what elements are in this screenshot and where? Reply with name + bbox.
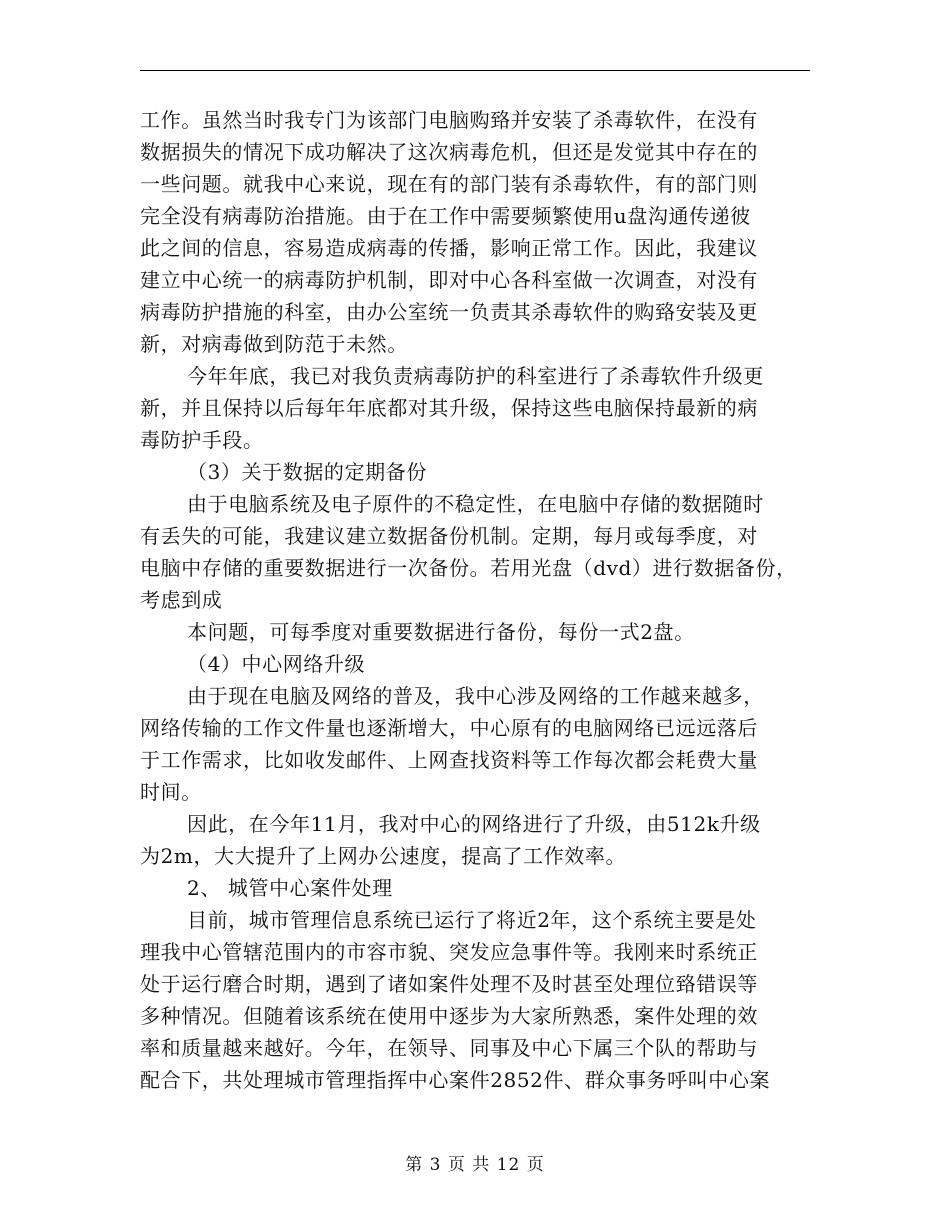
text-line: 工作。虽然当时我专门为该部门电脑购臵并安装了杀毒软件，在没有 bbox=[140, 108, 758, 132]
paragraph-start-line: 因此，在今年11月，我对中心的网络进行了升级，由512k升级 bbox=[187, 812, 761, 836]
paragraph-start-line: 本问题，可每季度对重要数据进行备份，每份一式2盘。 bbox=[187, 620, 695, 644]
document-body bbox=[140, 104, 820, 1096]
paragraph-start-line: 今年年底，我已对我负责病毒防护的科室进行了杀毒软件升级更 bbox=[187, 364, 764, 388]
text-line: 理我中心管辖范围内的市容市貌、突发应急事件等。我刚来时系统正 bbox=[140, 940, 758, 964]
text-line: 配合下，共处理城市管理指挥中心案件2852件、群众事务呼叫中心案 bbox=[140, 1068, 771, 1092]
text-line: 有丢失的可能，我建议建立数据备份机制。定期，每月或每季度，对 bbox=[140, 524, 758, 548]
paragraph-start-line: 由于现在电脑及网络的普及，我中心涉及网络的工作越来越多， bbox=[187, 684, 764, 708]
text-line: 多种情况。但随着该系统在使用中逐步为大家所熟悉，案件处理的效 bbox=[140, 1004, 758, 1028]
text-line: 处于运行磨合时期，遇到了诸如案件处理不及时甚至处理位臵错误等 bbox=[140, 972, 758, 996]
text-line: 时间。 bbox=[140, 780, 202, 804]
text-line: 建立中心统一的病毒防护机制，即对中心各科室做一次调查，对没有 bbox=[140, 268, 758, 292]
text-line: 新，对病毒做到防范于未然。 bbox=[140, 332, 408, 356]
page-number-footer: 第 3 页 共 12 页 bbox=[405, 1155, 545, 1175]
section-heading: （4）中心网络升级 bbox=[187, 652, 366, 676]
text-line: 于工作需求，比如收发邮件、上网查找资料等工作每次都会耗费大量 bbox=[140, 748, 758, 772]
text-line: 病毒防护措施的科室，由办公室统一负责其杀毒软件的购臵安装及更 bbox=[140, 300, 758, 324]
text-line: 率和质量越来越好。今年，在领导、同事及中心下属三个队的帮助与 bbox=[140, 1036, 758, 1060]
text-line: 为2m，大大提升了上网办公速度，提高了工作效率。 bbox=[140, 844, 627, 868]
text-line: 网络传输的工作文件量也逐渐增大，中心原有的电脑网络已远远落后 bbox=[140, 716, 758, 740]
header-rule bbox=[140, 70, 810, 71]
text-line: 考虑到成 bbox=[140, 588, 223, 612]
section-heading: 2、 城管中心案件处理 bbox=[187, 876, 393, 900]
paragraph-start-line: 目前，城市管理信息系统已运行了将近2年，这个系统主要是处 bbox=[187, 908, 757, 932]
section-heading: （3）关于数据的定期备份 bbox=[187, 460, 427, 484]
text-line: 电脑中存储的重要数据进行一次备份。若用光盘（dvd）进行数据备份， bbox=[140, 556, 797, 580]
text-line: 新，并且保持以后每年年底都对其升级，保持这些电脑保持最新的病 bbox=[140, 396, 758, 420]
text-line: 完全没有病毒防治措施。由于在工作中需要频繁使用u盘沟通传递彼 bbox=[140, 204, 751, 228]
text-line: 数据损失的情况下成功解决了这次病毒危机，但还是发觉其中存在的 bbox=[140, 140, 758, 164]
text-line: 此之间的信息，容易造成病毒的传播，影响正常工作。因此，我建议 bbox=[140, 236, 758, 260]
text-line: 一些问题。就我中心来说，现在有的部门装有杀毒软件，有的部门则 bbox=[140, 172, 758, 196]
paragraph-start-line: 由于电脑系统及电子原件的不稳定性，在电脑中存储的数据随时 bbox=[187, 492, 764, 516]
text-line: 毒防护手段。 bbox=[140, 428, 264, 452]
